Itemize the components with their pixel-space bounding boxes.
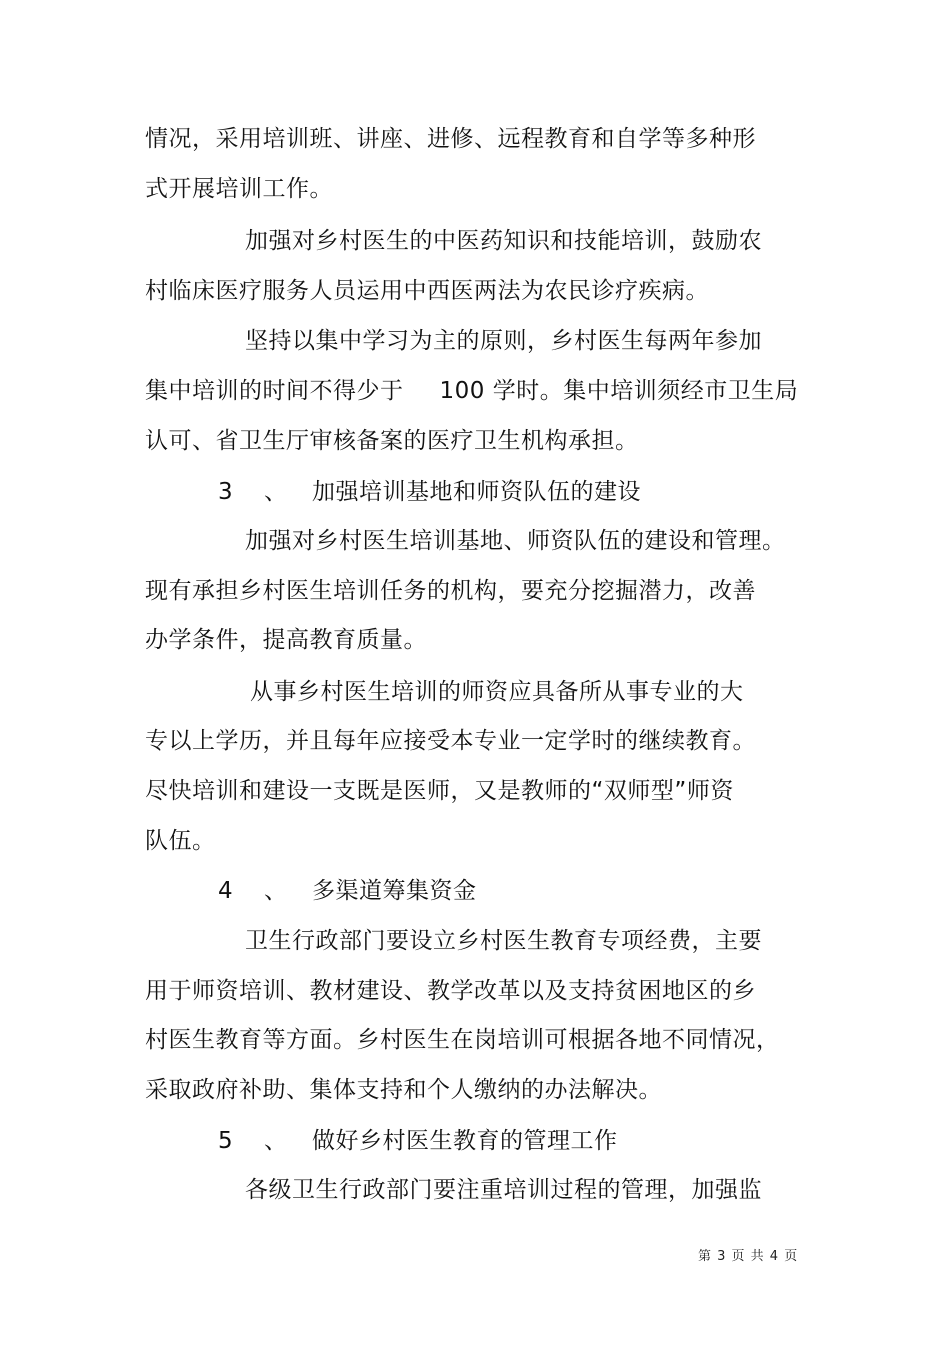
- paragraph-line: 式开展培训工作。: [145, 176, 333, 202]
- section-heading: [218, 1126, 618, 1156]
- page-number-footer: 第 3 页 共 4 页: [698, 1249, 799, 1264]
- section-separator: 、: [264, 878, 288, 904]
- paragraph-line: 采取政府补助、集体支持和个人缴纳的办法解决。: [145, 1077, 662, 1103]
- hours-number: 100: [439, 378, 485, 404]
- paragraph-line: 现有承担乡村医生培训任务的机构，要充分挖掘潜力，改善: [145, 578, 756, 604]
- section-separator: 、: [264, 479, 288, 505]
- paragraph-line: 加强对乡村医生培训基地、师资队伍的建设和管理。: [245, 528, 786, 554]
- paragraph-line: 坚持以集中学习为主的原则，乡村医生每两年参加: [245, 328, 762, 354]
- paragraph-line: 村临床医疗服务人员运用中西医两法为农民诊疗疾病。: [145, 278, 709, 304]
- line-text: 集中培训的时间不得少于: [145, 378, 404, 404]
- section-number: 4: [218, 878, 234, 904]
- paragraph-line: [145, 376, 798, 406]
- section-number: 5: [218, 1128, 234, 1154]
- paragraph-line: 尽快培训和建设一支既是医师，又是教师的“双师型”师资: [145, 778, 734, 804]
- section-number: 3: [218, 479, 234, 505]
- paragraph-line: 卫生行政部门要设立乡村医生教育专项经费，主要: [245, 928, 762, 954]
- paragraph-line: 办学条件，提高教育质量。: [145, 627, 427, 653]
- paragraph-line: 专以上学历，并且每年应接受本专业一定学时的继续教育。: [145, 728, 756, 754]
- section-separator: 、: [264, 1128, 288, 1154]
- paragraph-line: 情况，采用培训班、讲座、进修、远程教育和自学等多种形: [145, 126, 756, 152]
- paragraph-line: 村医生教育等方面。乡村医生在岗培训可根据各地不同情况，: [145, 1027, 780, 1053]
- section-title: 加强培训基地和师资队伍的建设: [312, 479, 641, 505]
- paragraph-line: 用于师资培训、教材建设、教学改革以及支持贫困地区的乡: [145, 978, 756, 1004]
- paragraph-line: 队伍。: [145, 828, 216, 854]
- paragraph-line: 加强对乡村医生的中医药知识和技能培训，鼓励农: [245, 228, 762, 254]
- section-heading: [218, 477, 641, 507]
- paragraph-line: 各级卫生行政部门要注重培训过程的管理，加强监: [245, 1177, 762, 1203]
- line-text: 学时。集中培训须经市卫生局: [492, 378, 799, 404]
- paragraph-line: 认可、省卫生厅审核备案的医疗卫生机构承担。: [145, 428, 639, 454]
- section-title: 做好乡村医生教育的管理工作: [312, 1128, 618, 1154]
- paragraph-line: 从事乡村医生培训的师资应具备所从事专业的大: [250, 679, 744, 705]
- section-heading: [218, 876, 477, 906]
- section-title: 多渠道筹集资金: [312, 878, 477, 904]
